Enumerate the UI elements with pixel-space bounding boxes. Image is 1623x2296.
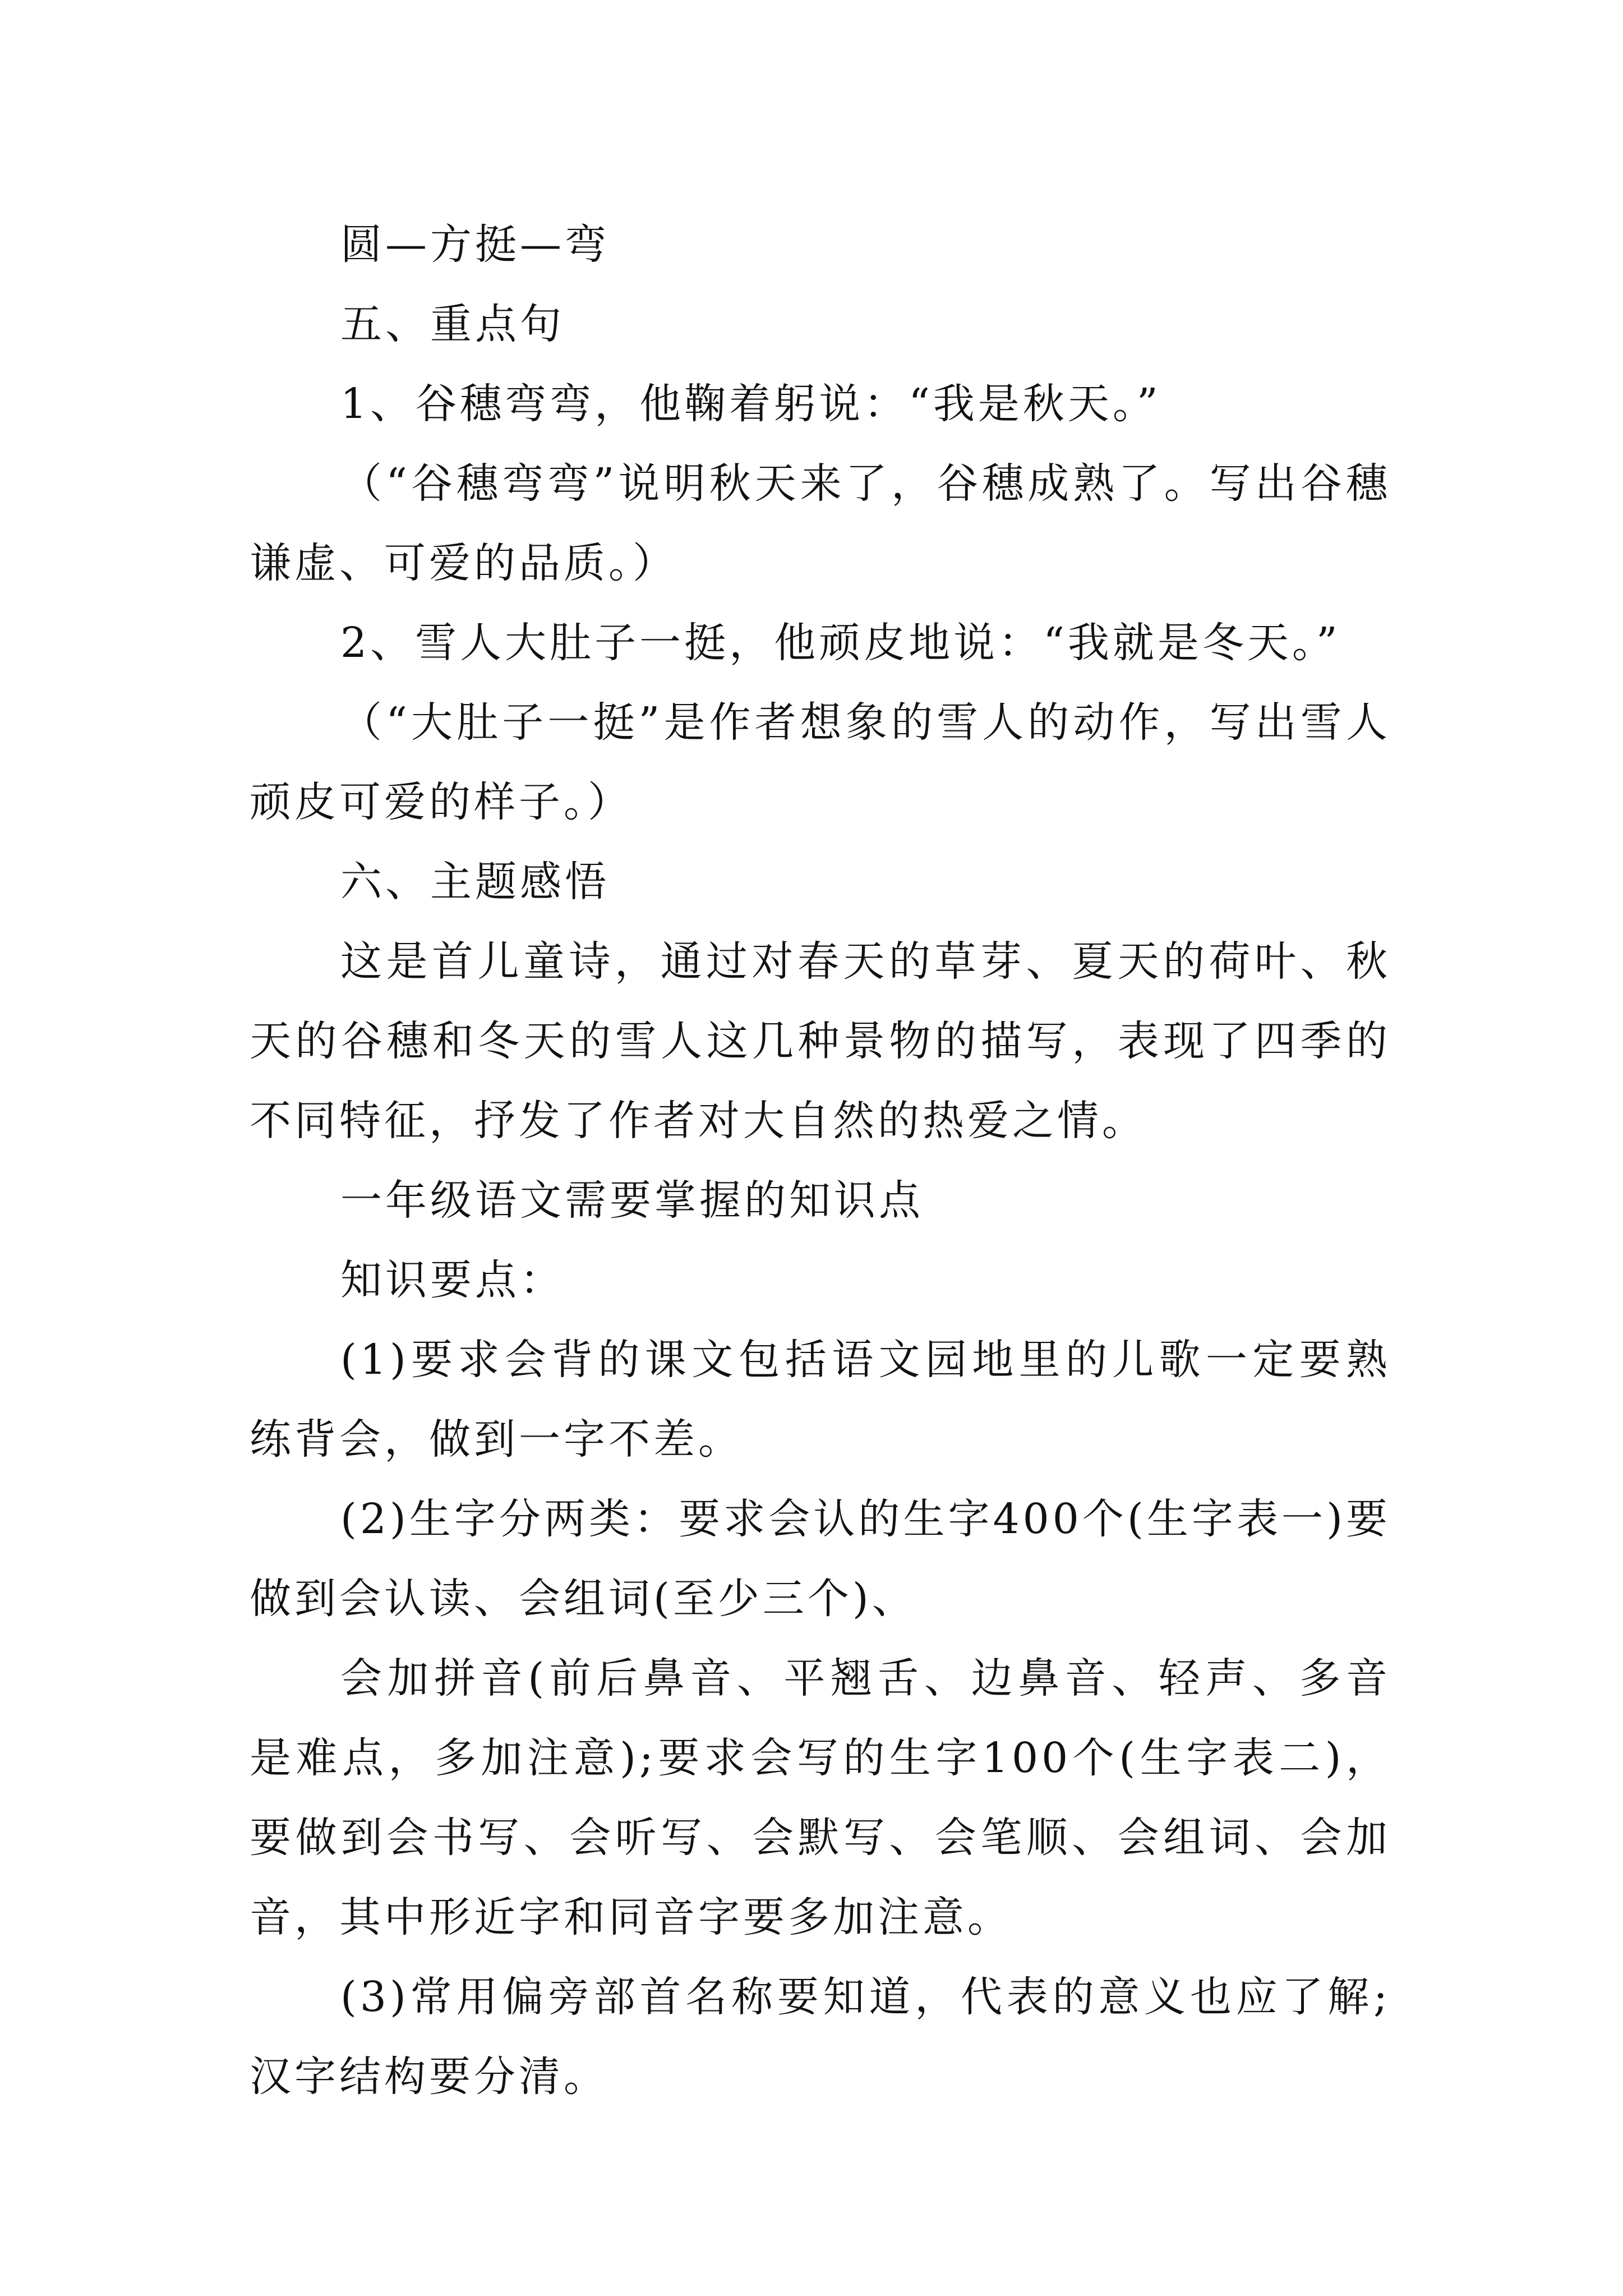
knowledge-title: 一年级语文需要掌握的知识点	[340, 1176, 924, 1225]
section-heading-theme: 六、主题感悟	[340, 858, 610, 906]
theme-paragraph: 这是首儿童诗，通过对春天的草芽、夏天的荷叶、秋天的谷穗和冬天的雪人这几种景物的描写，表现了四季的不同特征，抒发了作者对大自然的热爱之情。	[250, 937, 1391, 1145]
knowledge-point-3: (3)常用偏旁部首名称要知道，代表的意义也应了解;汉字结构要分清。	[250, 1973, 1391, 2101]
section-heading-key-sentences: 五、重点句	[340, 300, 565, 348]
key-sentence-2-explanation: （“大肚子一挺”是作者想象的雪人的动作，写出雪人顽皮可爱的样子。）	[250, 698, 1391, 826]
key-sentence-2: 2、雪人大肚子一挺，他顽皮地说：“我就是冬天。”	[340, 619, 1341, 667]
knowledge-points-label: 知识要点：	[340, 1256, 565, 1304]
key-sentence-1-explanation: （“谷穗弯弯”说明秋天来了，谷穗成熟了。写出谷穗谦虚、可爱的品质。）	[250, 459, 1391, 587]
key-sentence-1: 1、谷穗弯弯，他鞠着躬说：“我是秋天。”	[340, 380, 1161, 428]
knowledge-point-2-continued: 会加拼音(前后鼻音、平翘舌、边鼻音、轻声、多音是难点，多加注意);要求会写的生字100个(生字表二)，要做到会书写、会听写、会默写、会笔顺、会组词、会加音，其中形近字和同音字要多加注意。	[250, 1654, 1391, 1941]
text-line-heading: 圆—方挺—弯	[340, 220, 610, 269]
knowledge-point-2: (2)生字分两类：要求会认的生字400个(生字表一)要做到会认读、会组词(至少三个)、	[250, 1495, 1391, 1623]
knowledge-point-1: (1)要求会背的课文包括语文园地里的儿歌一定要熟练背会，做到一字不差。	[250, 1336, 1391, 1464]
document-body	[250, 205, 1391, 2116]
